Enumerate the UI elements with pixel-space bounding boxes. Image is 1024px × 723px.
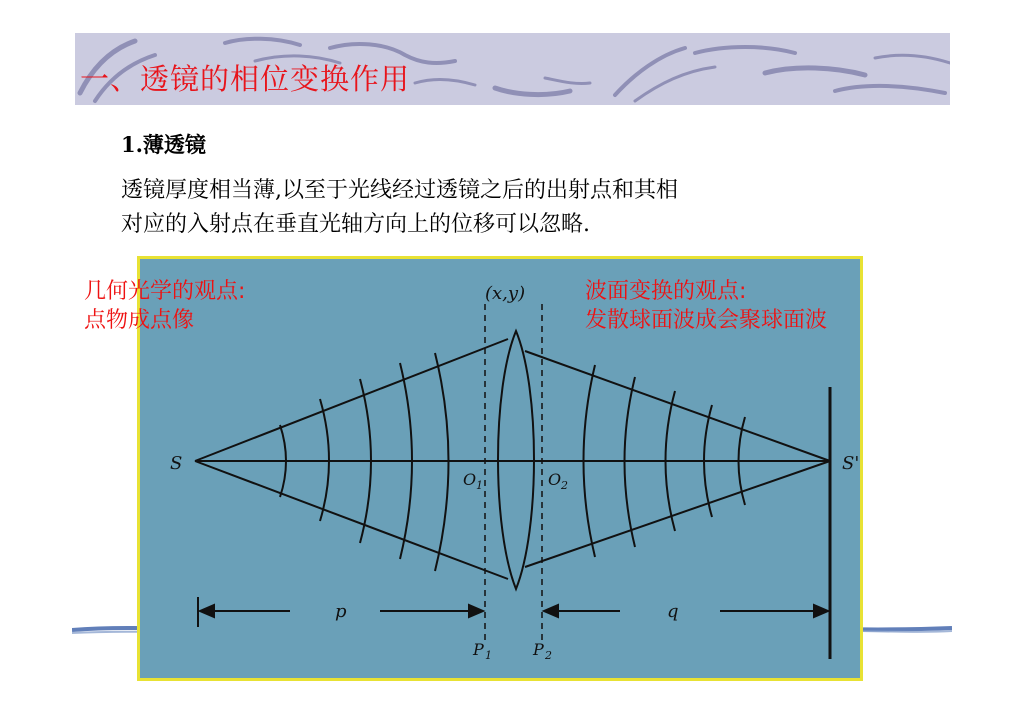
p2-label: P <box>533 640 544 659</box>
o2-label: O <box>548 470 562 489</box>
wavefront-title: 波面变换的观点: <box>585 279 747 304</box>
image-label: S' <box>842 453 860 474</box>
p2-subscript: 2 <box>545 649 552 662</box>
source-label: S <box>170 453 183 474</box>
description-line-2: 对应的入射点在垂直光轴方向上的位移可以忽略. <box>121 212 590 237</box>
o1-label: O <box>463 470 477 489</box>
geometric-optics-text: 点物成点像 <box>84 308 195 333</box>
o1-subscript: 1 <box>476 479 483 492</box>
geometric-optics-annotation <box>84 277 245 335</box>
description-line-1: 透镜厚度相当薄,以至于光线经过透镜之后的出射点和其相 <box>121 178 678 203</box>
p1-subscript: 1 <box>485 649 492 662</box>
geometric-optics-title: 几何光学的观点: <box>84 279 246 304</box>
ray-lower-left <box>195 461 508 579</box>
wavefront-text: 发散球面波成会聚球面波 <box>585 308 828 333</box>
q-distance-label: q <box>667 601 679 622</box>
page-title: 一、透镜的相位变换作用 <box>80 62 411 96</box>
ray-lower-right <box>525 461 830 567</box>
wavefront-annotation <box>585 277 827 335</box>
ray-upper-left <box>195 339 508 461</box>
o2-subscript: 2 <box>561 479 568 492</box>
section-heading: 1.薄透镜 <box>121 132 206 157</box>
coordinate-label: (x,y) <box>485 283 526 304</box>
p1-label: P <box>473 640 484 659</box>
p-distance-label: p <box>335 601 347 622</box>
section-description <box>121 174 881 242</box>
ray-upper-right <box>525 351 830 461</box>
